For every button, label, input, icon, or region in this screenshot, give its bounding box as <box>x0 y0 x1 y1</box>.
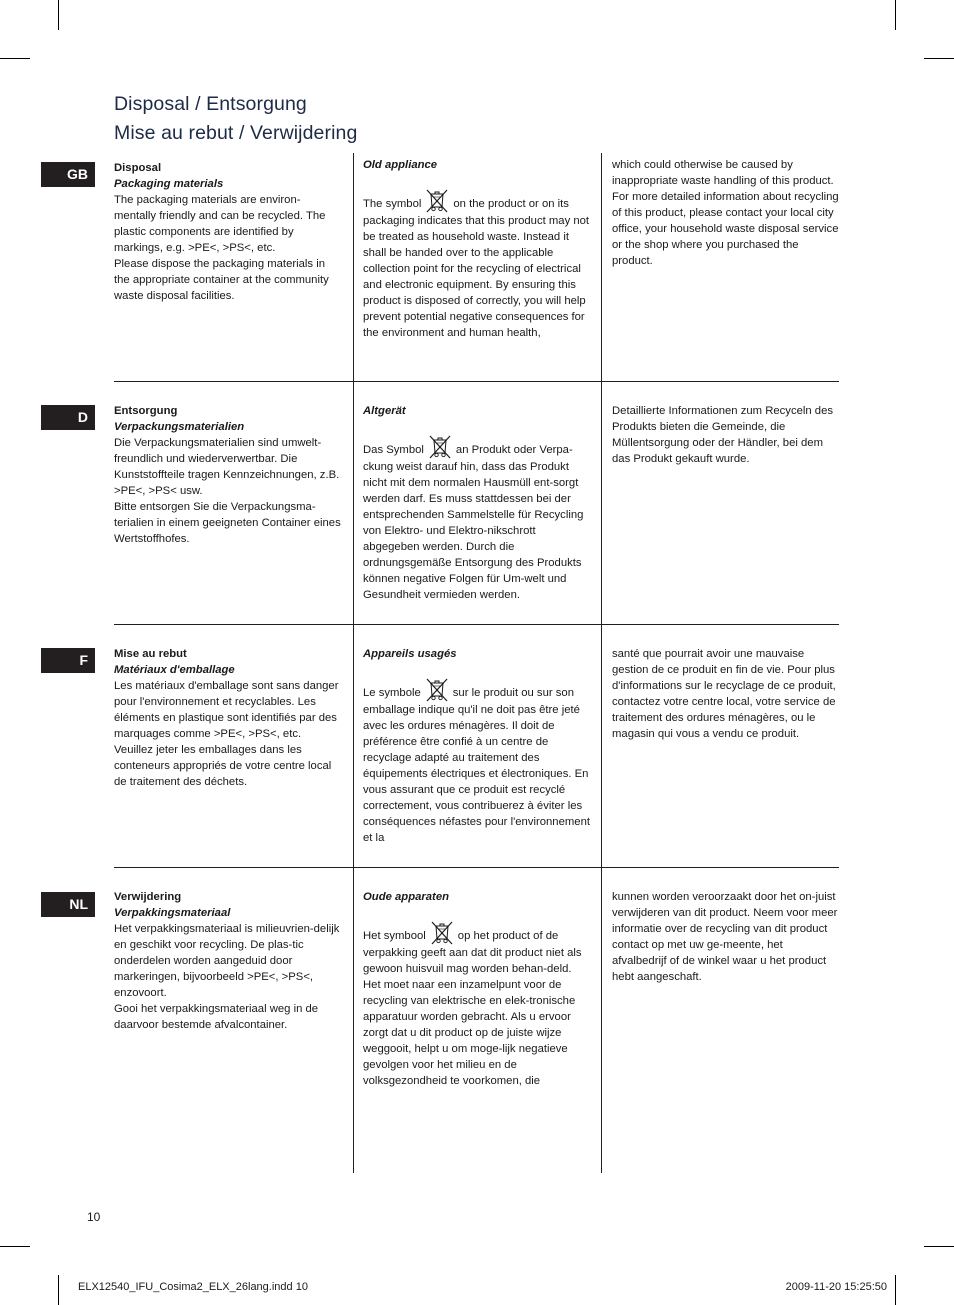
section-title: Entsorgung <box>114 405 178 417</box>
old-appliance-column <box>363 646 591 846</box>
page-title-line-2: Mise au rebut / Verwijdering <box>114 122 358 144</box>
crop-mark <box>895 0 896 30</box>
symbol-text-before: Das Symbol <box>363 444 424 456</box>
crossed-out-wheelie-bin-icon <box>427 435 453 459</box>
crossed-out-wheelie-bin-icon <box>429 921 455 945</box>
page-title-line-1: Disposal / Entsorgung <box>114 93 307 115</box>
symbol-text-after: sur le produit ou sur son emballage indique qu'il ne doit pas être jeté avec les ordures ménagères. Il doit de préférence être confié à un centre de recyclage adapté au traitement des équipements électriques et électroniques. En vous assurant que ce produit est recyclé correctement, vous contribuerez à éviter les conséquences néfastes pour l'environnement et la <box>363 687 590 844</box>
paragraph: Please dispose the packaging materials in the appropriate container at the community waste disposal facilities. <box>114 258 329 302</box>
paragraph: Veuillez jeter les emballages dans les conteneurs appropriés de votre centre local de traitement des déchets. <box>114 744 332 788</box>
paragraph: Bitte entsorgen Sie die Verpackungsma-terialien in einem geeigneten Container eines Wertstoffhofes. <box>114 501 341 545</box>
crop-mark <box>58 1275 59 1305</box>
crop-mark <box>924 1246 954 1247</box>
column-divider <box>601 153 602 1173</box>
paragraph: Detaillierte Informationen zum Recyceln des Produkts bieten die Gemeinde, die Müllentsorgung oder der Händler, bei dem das Produkt gekauft wurde. <box>612 405 834 465</box>
old-appliance-column <box>363 157 591 341</box>
paragraph: Die Verpackungsmaterialien sind umwelt-freundlich und wiederverwertbar. Die Kunststoffteile tragen Kennzeichnungen, z.B. >PE<, >PS< usw. <box>114 437 340 497</box>
footer-filename: ELX12540_IFU_Cosima2_ELX_26lang.indd 10 <box>78 1281 308 1293</box>
section-subtitle: Verpakkingsmateriaal <box>114 907 231 919</box>
paragraph: Het verpakkingsmateriaal is milieuvrien-delijk en geschikt voor recycling. De plas-tic onderdelen worden aangeduid door markeringen, bijvoorbeeld >PE<, >PS<, enzovoort. <box>114 923 340 999</box>
language-badge-nl: NL <box>41 892 95 917</box>
crop-mark <box>58 0 59 30</box>
crossed-out-wheelie-bin-icon <box>424 189 450 213</box>
old-appliance-column <box>363 889 591 1089</box>
page-number: 10 <box>87 1210 101 1224</box>
packaging-column <box>114 403 342 547</box>
crop-mark <box>895 1275 896 1305</box>
recycling-info-column <box>612 646 840 742</box>
packaging-column <box>114 646 342 790</box>
section-divider <box>114 867 839 868</box>
symbol-text-before: The symbol <box>363 198 422 210</box>
paragraph: Les matériaux d'emballage sont sans danger pour l'environnement et recyclables. Les éléments en plastique sont identifiés par des marquages comme >PE<, >PS<, etc. <box>114 680 339 740</box>
symbol-text-after: op het product of de verpakking geeft aan dat dit product niet als gewoon huisvuil mag worden behan-deld. Het moet naar een inzamelpunt voor de recycling van elektrische en elek-tronische apparatuur worden gebracht. Als u ervoor zorgt dat u dit product op de juiste wijze weggooit, helpt u om moge-lijk negatieve gevolgen voor het milieu en de volksgezondheid te voorkomen, die <box>363 930 582 1087</box>
paragraph: which could otherwise be caused by inappropriate waste handling of this product. For more detailed information about recycling of this product, please contact your local city office, your household waste disposal service or the shop where you purchased the product. <box>612 159 839 267</box>
section-subtitle: Verpackungsmaterialien <box>114 421 245 433</box>
section-subtitle: Packaging materials <box>114 178 224 190</box>
paragraph: Gooi het verpakkingsmateriaal weg in de daarvoor bestemde afvalcontainer. <box>114 1003 319 1031</box>
column-title: Old appliance <box>363 159 438 171</box>
paragraph: kunnen worden veroorzaakt door het on-juist verwijderen van dit product. Neem voor meer informatie over de recycling van dit product contact op met uw ge-meente, het afvalbedrijf of de winkel waar u het product hebt aangeschaft. <box>612 891 838 983</box>
language-badge-d: D <box>41 405 95 430</box>
crop-mark <box>0 58 30 59</box>
section-title: Mise au rebut <box>114 648 187 660</box>
symbol-text-before: Het symbool <box>363 930 426 942</box>
paragraph: The packaging materials are environ-mentally friendly and can be recycled. The plastic components are identified by markings, e.g. >PE<, >PS<, etc. <box>114 194 326 254</box>
column-title: Altgerät <box>363 405 406 417</box>
recycling-info-column <box>612 157 840 269</box>
crop-mark <box>924 58 954 59</box>
symbol-text-after: an Produkt oder Verpa-ckung weist darauf hin, dass das Produkt nicht mit dem normalen Hausmüll ent-sorgt werden darf. Es muss stattdessen bei der entsprechenden Sammelstelle für Recycling von Elektro- und Elektro-nikschrott abgegeben werden. Durch die ordnungsgemäße Entsorgung des Produkts können negative Folgen für Um-welt und Gesundheit vermieden werden. <box>363 444 584 601</box>
packaging-column <box>114 889 342 1033</box>
column-title: Oude apparaten <box>363 891 450 903</box>
column-divider <box>353 153 354 1173</box>
symbol-text-before: Le symbole <box>363 687 421 699</box>
footer-timestamp: 2009-11-20 15:25:50 <box>785 1281 887 1293</box>
section-title: Verwijdering <box>114 891 182 903</box>
language-badge-gb: GB <box>41 162 95 187</box>
section-divider <box>114 381 839 382</box>
paragraph: santé que pourrait avoir une mauvaise gestion de ce produit en fin de vie. Pour plus d'informations sur le recyclage de ce produit, contactez votre centre local, votre service de traitement des ordures ménagères, ou le magasin qui vous a vendu ce produit. <box>612 648 836 740</box>
symbol-text-after: on the product or on its packaging indicates that this product may not be treated as household waste. Instead it shall be handed over to the applicable collection point for the recycling of electrical and electronic equipment. By ensuring this product is disposed of correctly, you will help prevent potential negative consequences for the environment and human health, <box>363 198 590 339</box>
old-appliance-column <box>363 403 591 603</box>
column-title: Appareils usagés <box>363 648 457 660</box>
packaging-column <box>114 160 342 304</box>
crop-mark <box>0 1246 30 1247</box>
crossed-out-wheelie-bin-icon <box>424 678 450 702</box>
recycling-info-column <box>612 403 840 467</box>
language-badge-f: F <box>41 648 95 673</box>
section-subtitle: Matériaux d'emballage <box>114 664 235 676</box>
section-divider <box>114 624 839 625</box>
recycling-info-column <box>612 889 840 985</box>
section-title: Disposal <box>114 162 162 174</box>
